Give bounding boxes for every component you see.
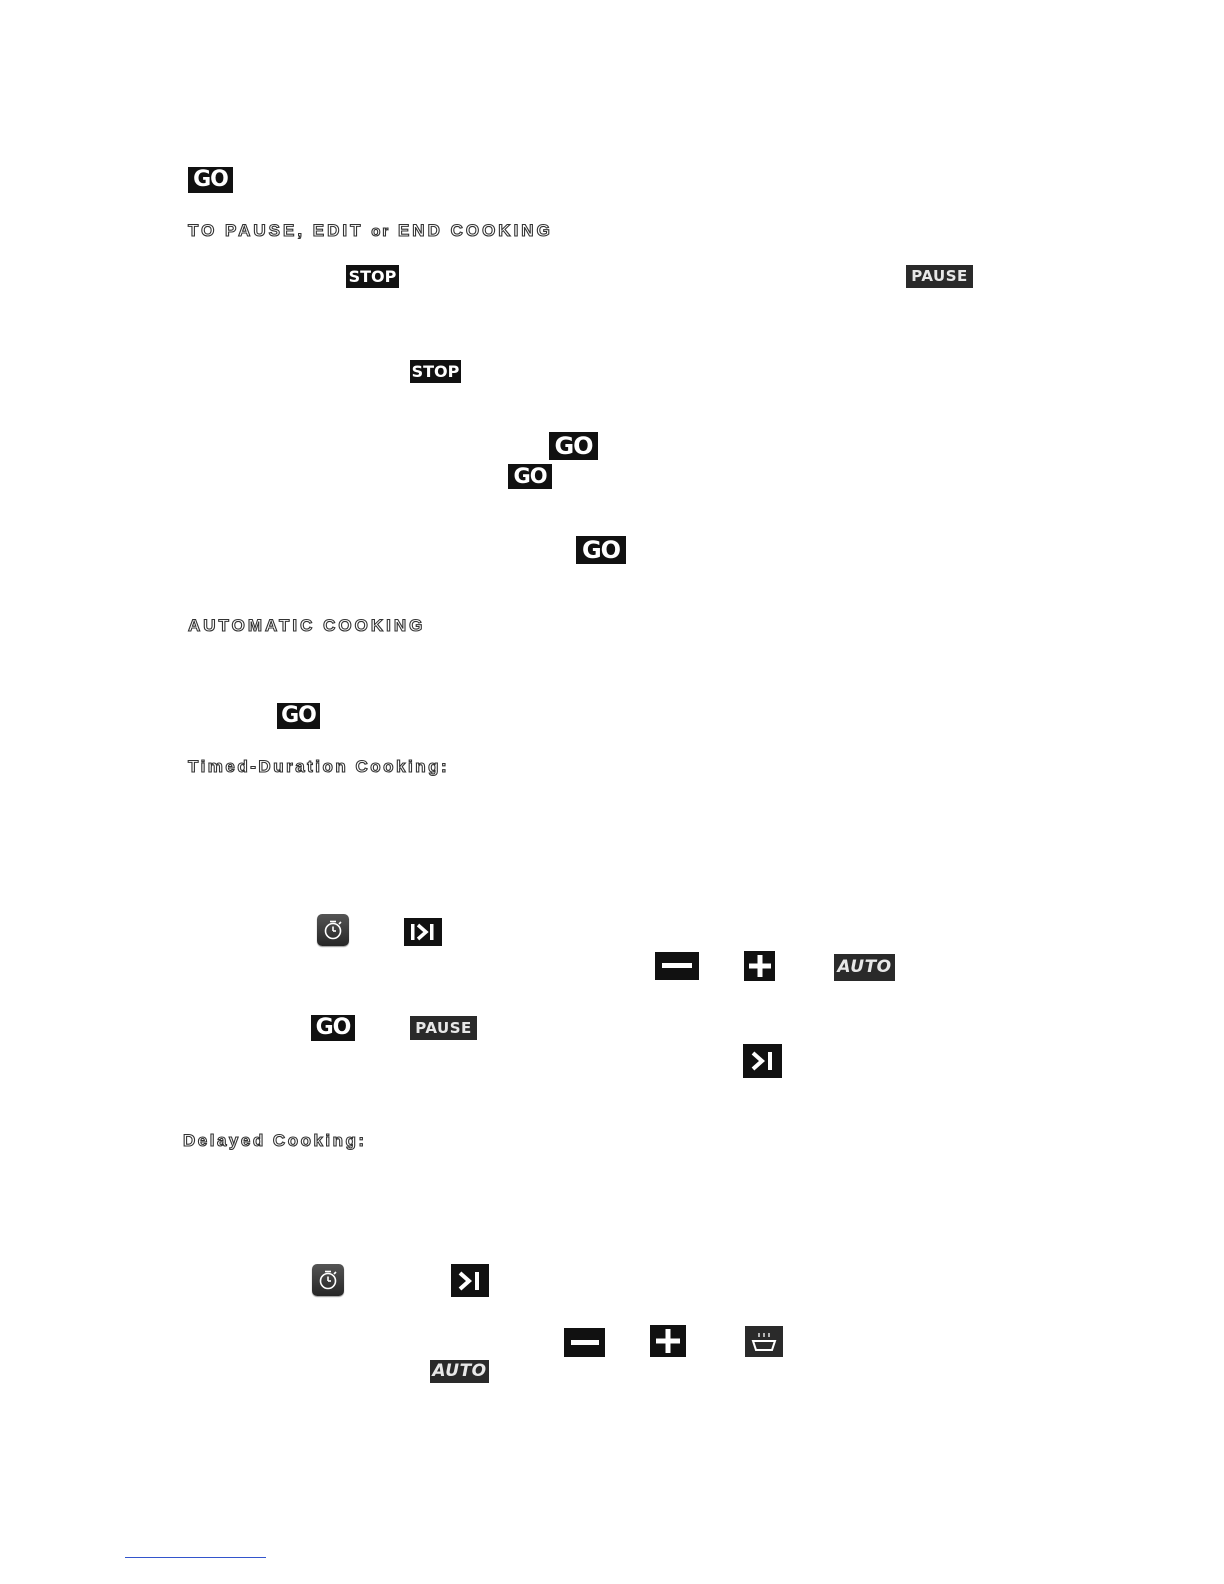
go-icon: GO — [311, 1015, 355, 1041]
timer-icon — [317, 914, 349, 946]
section-heading-automatic-cooking: AUTOMATIC COOKING — [188, 616, 426, 635]
go-icon: GO — [549, 432, 598, 460]
heading-part: or — [371, 223, 391, 240]
go-icon: GO — [508, 464, 552, 489]
stop-icon: STOP — [346, 265, 399, 288]
go-icon: GO — [576, 536, 626, 564]
auto-icon: AUTO — [834, 954, 895, 981]
heading-part: TO PAUSE, EDIT — [188, 221, 372, 240]
go-icon: GO — [188, 167, 233, 193]
go-icon: GO — [277, 703, 320, 729]
cooking-function-icon — [745, 1326, 783, 1357]
minus-icon — [564, 1328, 605, 1357]
plus-icon — [744, 951, 775, 981]
skip-forward-icon — [743, 1044, 782, 1078]
stop-icon: STOP — [410, 360, 461, 383]
heading-part: END COOKING — [390, 221, 553, 240]
pause-icon: PAUSE — [906, 265, 973, 288]
skip-forward-icon — [451, 1264, 489, 1297]
auto-icon: AUTO — [430, 1360, 489, 1383]
subheading-timed-duration-cooking: Timed-Duration Cooking: — [188, 757, 450, 776]
section-heading-pause-edit-end — [188, 222, 553, 239]
skip-forward-icon — [404, 918, 442, 946]
footer-link-rule — [125, 1557, 266, 1558]
minus-icon — [655, 952, 699, 980]
subheading-delayed-cooking: Delayed Cooking: — [183, 1131, 367, 1150]
plus-icon — [650, 1325, 686, 1357]
timer-icon — [312, 1264, 344, 1296]
pause-icon: PAUSE — [410, 1016, 477, 1040]
